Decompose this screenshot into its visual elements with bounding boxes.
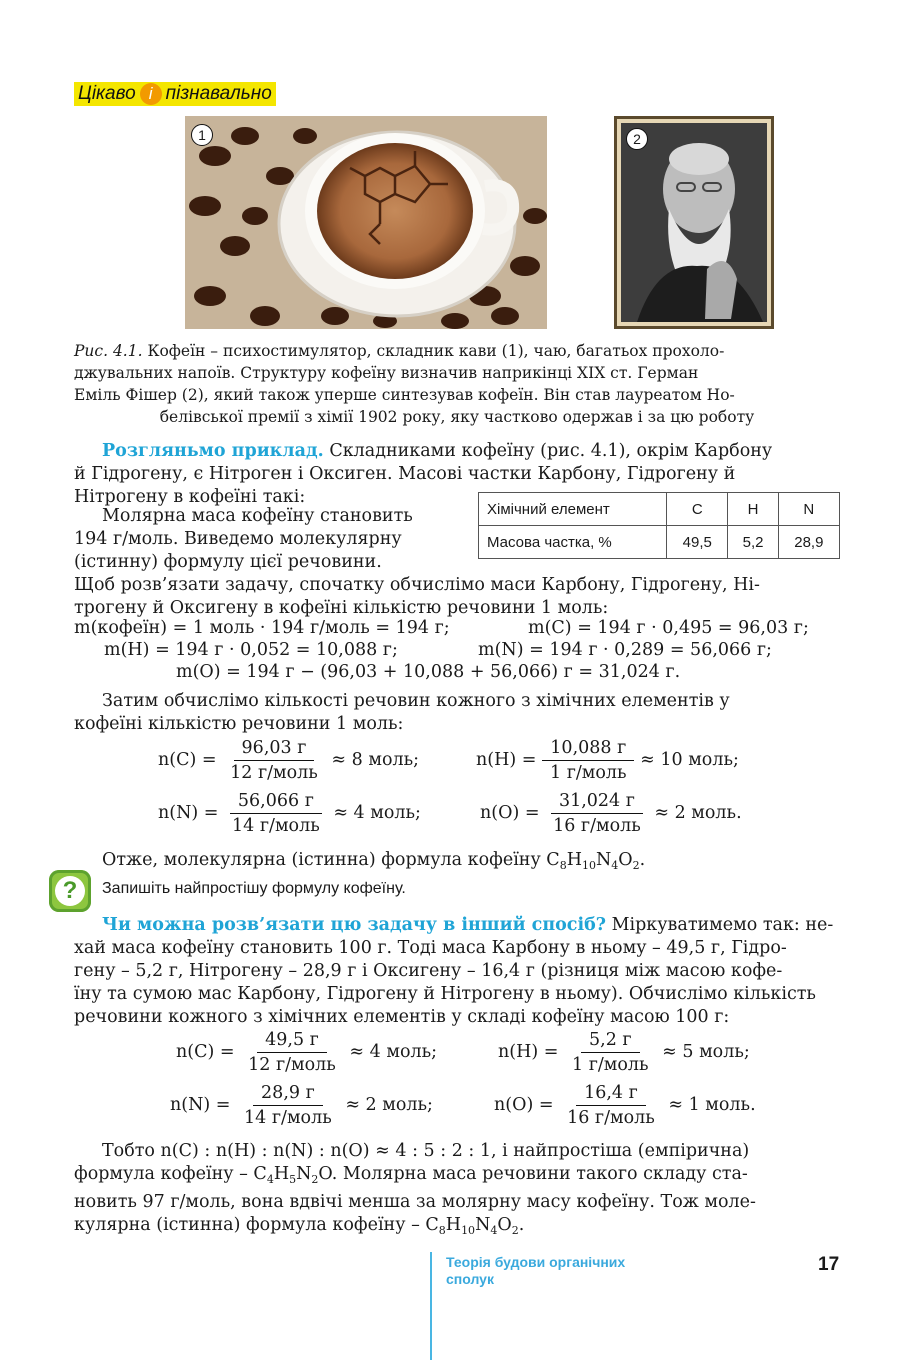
para2-line-4: Щоб розв’язати задачу, спочатку обчислімо маси Карбону, Гідрогену, Ні- xyxy=(74,575,760,595)
para4-line-1: Міркуватимемо так: не- xyxy=(606,915,834,935)
moles-carbon-eq xyxy=(158,736,419,785)
conclusion-text: Отже, молекулярна (істинна) формула кофеїну C xyxy=(102,850,560,870)
figure-number-1: 1 xyxy=(191,124,213,146)
page-number: 17 xyxy=(818,1254,840,1275)
conclusion-molecular-formula: Отже, молекулярна (істинна) формула кофеїну $C_8H_{10}N_4O_2$. xyxy=(102,850,646,872)
eq-lhs: n(H) = xyxy=(476,750,537,770)
moles-hydrogen-eq-2 xyxy=(498,1028,750,1077)
frac-den: 1 г/моль xyxy=(550,763,627,783)
para4-line-3: гену – 5,2 г, Нітрогену – 28,9 г і Оксигену – 16,4 г (різниця між масою кофе- xyxy=(74,961,783,981)
fraction xyxy=(559,1081,663,1130)
table-cell: 28,9 xyxy=(778,526,839,559)
para1-line-1: Складниками кофеїну (рис. 4.1), окрім Карбону xyxy=(323,441,773,461)
mass-fraction-table xyxy=(478,492,840,559)
eq-result: ≈ 4 моль; xyxy=(333,803,421,823)
frac-num: 5,2 г xyxy=(581,1028,640,1053)
table-cell: 49,5 xyxy=(667,526,728,559)
footer-line-2: сполук xyxy=(446,1271,494,1287)
fraction xyxy=(545,789,649,838)
frac-num: 56,066 г xyxy=(230,789,322,814)
mass-hydrogen-eq: m(H) = 194 г · 0,052 = 10,088 г; xyxy=(104,640,398,660)
para5-line-2b: . Молярна маса речовини такого складу ста- xyxy=(331,1164,748,1184)
footer-section-title xyxy=(446,1254,625,1288)
moles-hydrogen-eq xyxy=(476,736,739,785)
mass-carbon-eq: m(C) = 194 г · 0,495 = 96,03 г; xyxy=(528,618,809,638)
moles-carbon-eq-2 xyxy=(176,1028,437,1077)
para5-line-2: формула кофеїну – $C_4H_5N_2O$. Молярна маса речовини такого складу ста- xyxy=(74,1164,748,1186)
para2-line-2: 194 г/моль. Виведемо молекулярну xyxy=(74,529,402,549)
frac-den: 14 г/моль xyxy=(232,816,320,836)
para3-line-1: Затим обчислімо кількості речовин кожного з хімічних елементів у xyxy=(102,691,730,711)
para1-line-2: й Гідрогену, є Нітроген і Оксиген. Масові частки Карбону, Гідрогену й xyxy=(74,464,736,484)
question-text: Запишіть найпростішу формулу кофеїну. xyxy=(102,880,406,897)
mass-caffeine-eq: m(кофеїн) = 1 моль · 194 г/моль = 194 г; xyxy=(74,618,450,638)
para5-line-4a: кулярна (істинна) формула кофеїну – C xyxy=(74,1215,439,1235)
table-cell: 5,2 xyxy=(728,526,778,559)
table-cell: Хімічний елемент xyxy=(479,493,667,526)
table-cell: Масова частка, % xyxy=(479,526,667,559)
para2-line-3: (істинну) формулу цієї речовини. xyxy=(74,552,382,572)
eq-lhs: n(C) = xyxy=(158,750,217,770)
footer-divider xyxy=(430,1252,432,1360)
footer-line-1: Теорія будови органічних xyxy=(446,1254,626,1270)
figure-number-2: 2 xyxy=(626,128,648,150)
eq-lhs: n(O) = xyxy=(480,803,540,823)
figure-caption xyxy=(74,340,840,428)
para5-line-2a: формула кофеїну – C xyxy=(74,1164,267,1184)
banner-left: Цікаво xyxy=(78,83,136,104)
frac-den: 12 г/моль xyxy=(230,763,318,783)
moles-nitrogen-eq-2 xyxy=(170,1081,433,1130)
para4-line-2: хай маса кофеїну становить 100 г. Тоді маса Карбону в ньому – 49,5 г, Гідро- xyxy=(74,938,787,958)
frac-num: 49,5 г xyxy=(257,1028,327,1053)
example-heading: Розгляньмо приклад. xyxy=(102,441,324,461)
para2-line-5: трогену й Оксигену в кофеїні кількістю речовини 1 моль: xyxy=(74,598,609,618)
question-mark: ? xyxy=(55,876,85,906)
para1-line-3: Нітрогену в кофеїні такі: xyxy=(74,487,306,507)
para3-line-2: кофеїні кількістю речовини 1 моль: xyxy=(74,714,404,734)
frac-num: 31,024 г xyxy=(551,789,643,814)
caption-line-2: джувальних напоїв. Структуру кофеїну визначив наприкінці XIX ст. Герман xyxy=(74,364,699,382)
frac-den: 16 г/моль xyxy=(553,816,641,836)
frac-num: 28,9 г xyxy=(253,1081,323,1106)
paragraph-3 xyxy=(74,690,840,736)
frac-num: 10,088 г xyxy=(542,736,634,761)
eq-result: ≈ 8 моль; xyxy=(331,750,420,770)
caption-label: Рис. 4.1. xyxy=(74,342,143,360)
para2-line-1: Молярна маса кофеїну становить xyxy=(102,506,413,526)
para5-line-4: кулярна (істинна) формула кофеїну – $C_8H_{10}N_4O_2$. xyxy=(74,1215,525,1237)
portrait-photo xyxy=(614,116,774,329)
mass-nitrogen-eq: m(N) = 194 г · 0,289 = 56,066 г; xyxy=(478,640,772,660)
frac-den: 14 г/моль xyxy=(244,1108,332,1128)
caption-line-3: Еміль Фішер (2), який також уперше синтезував кофеїн. Він став лауреатом Но- xyxy=(74,386,735,404)
moles-nitrogen-eq xyxy=(158,789,421,838)
fraction xyxy=(236,1081,340,1130)
fraction xyxy=(542,736,635,785)
eq-result: ≈ 5 моль; xyxy=(662,1042,750,1062)
paragraph-5 xyxy=(74,1140,840,1242)
para5-line-1: Тобто n(C) : n(H) : n(N) : n(O) ≈ 4 : 5 : 2 : 1, і найпростіша (емпірична) xyxy=(102,1141,750,1161)
paragraph-2 xyxy=(74,574,840,620)
table-cell: C xyxy=(667,493,728,526)
frac-den: 16 г/моль xyxy=(567,1108,655,1128)
fraction xyxy=(224,789,328,838)
eq-result: ≈ 10 моль; xyxy=(640,750,739,770)
table-cell: H xyxy=(728,493,778,526)
moles-oxygen-eq xyxy=(480,789,742,838)
table-row xyxy=(479,526,840,559)
frac-num: 16,4 г xyxy=(576,1081,646,1106)
alt-method-heading: Чи можна розв’язати цю задачу в інший спосіб? xyxy=(102,915,607,935)
banner-right: пізнавально xyxy=(165,83,272,104)
section-banner xyxy=(74,82,276,106)
frac-den: 12 г/моль xyxy=(248,1055,336,1075)
fraction xyxy=(240,1028,344,1077)
frac-num: 96,03 г xyxy=(234,736,315,761)
paragraph-2-left xyxy=(74,505,454,574)
banner-i-icon: і xyxy=(140,83,162,105)
eq-result: ≈ 1 моль. xyxy=(668,1095,756,1115)
fraction xyxy=(564,1028,657,1077)
eq-result: ≈ 2 моль. xyxy=(654,803,742,823)
paragraph-4 xyxy=(74,914,840,1029)
eq-lhs: n(H) = xyxy=(498,1042,559,1062)
caption-line-1: Кофеїн – психостимулятор, складник кави (1), чаю, багатьох прохоло- xyxy=(142,342,725,360)
para5-line-3: новить 97 г/моль, вона вдвічі менша за молярну масу кофеїну. Тож моле- xyxy=(74,1192,756,1212)
eq-result: ≈ 4 моль; xyxy=(349,1042,438,1062)
eq-result: ≈ 2 моль; xyxy=(345,1095,433,1115)
eq-lhs: n(N) = xyxy=(170,1095,231,1115)
fraction xyxy=(222,736,326,785)
frac-den: 1 г/моль xyxy=(572,1055,649,1075)
table-header-row xyxy=(479,493,840,526)
moles-oxygen-eq-2 xyxy=(494,1081,756,1130)
eq-lhs: n(C) = xyxy=(176,1042,235,1062)
eq-lhs: n(O) = xyxy=(494,1095,554,1115)
coffee-photo xyxy=(185,116,547,329)
para4-line-4: їну та сумою мас Карбону, Гідрогену й Нітрогену в ньому). Обчислімо кількість xyxy=(74,984,816,1004)
question-icon xyxy=(49,870,91,912)
para4-line-5: речовини кожного з хімічних елементів у складі кофеїну масою 100 г: xyxy=(74,1007,730,1027)
table-cell: N xyxy=(778,493,839,526)
caption-line-4: белівської премії з хімії 1902 року, яку частково одержав і за цю роботу xyxy=(159,408,755,426)
eq-lhs: n(N) = xyxy=(158,803,219,823)
mass-oxygen-eq: m(O) = 194 г − (96,03 + 10,088 + 56,066) г = 31,024 г. xyxy=(176,662,681,682)
